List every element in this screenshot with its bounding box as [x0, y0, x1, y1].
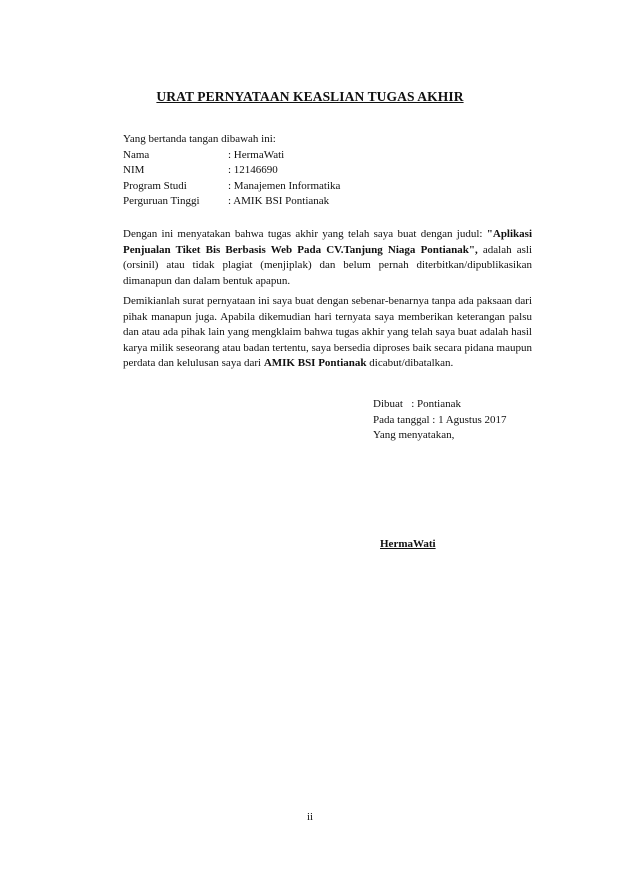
institution-bold: AMIK BSI Pontianak	[263, 357, 367, 370]
declaration-lead: Dengan ini menyatakan bahwa tugas akhir yang telah saya buat dengan judul:	[123, 228, 483, 240]
field-row-program	[123, 179, 532, 195]
field-label: Perguruan Tinggi	[123, 195, 200, 208]
field-row-institution	[123, 194, 532, 210]
field-label: NIM	[123, 164, 145, 177]
field-row-nim	[123, 163, 532, 179]
signature-block	[373, 397, 507, 444]
thesis-title: "Aplikasi Penjualan Tiket Bis Berbasis Web Pada CV.Tanjung Niaga Pontianak",	[123, 228, 533, 256]
document-title: URAT PERNYATAAN KEASLIAN TUGAS AKHIR	[156, 89, 464, 104]
intro-text: Yang bertanda tangan dibawah ini:	[123, 133, 276, 145]
statement-paragraph	[123, 294, 532, 372]
declaration-rest: adalah asli (orsinil) atau tidak plagiat (menjiplak) dan belum pernah diterbitkan/dipublikasikan dimanapun dan dalam bentuk apapun.	[123, 243, 532, 287]
field-value: : Manajemen Informatika	[228, 179, 341, 192]
identity-section	[123, 132, 532, 210]
field-value: : 12146690	[228, 164, 278, 177]
statement-text: Demikianlah surat pernyataan ini saya buat dengan sebenar-benarnya tanpa ada paksaan dari pihak manapun juga. Apabila dikemudian hari ternyata saya memberikan keterangan palsu dan atau ada pihak lain yang mengklaim bahwa tugas akhir yang telah saya buat adalah hasil karya milik seseorang atau badan tertentu, saya bersedia diproses baik secara pidana maupun perdata dan kelulusan saya dari	[123, 295, 532, 370]
page-number: ii	[306, 811, 314, 823]
statement-tail: dicabut/dibatalkan.	[366, 357, 454, 370]
field-label: Nama	[123, 148, 150, 161]
sign-place: Dibuat : Pontianak	[373, 398, 461, 410]
field-row-name	[123, 148, 532, 164]
field-value: : AMIK BSI Pontianak	[228, 195, 330, 208]
sign-declarant: Yang menyatakan,	[373, 429, 455, 442]
field-label: Program Studi	[123, 179, 187, 192]
field-value: : HermaWati	[228, 148, 285, 161]
sign-date: Pada tanggal : 1 Agustus 2017	[373, 413, 507, 426]
signatory-name: HermaWati	[380, 538, 436, 550]
declaration-paragraph	[123, 227, 532, 289]
